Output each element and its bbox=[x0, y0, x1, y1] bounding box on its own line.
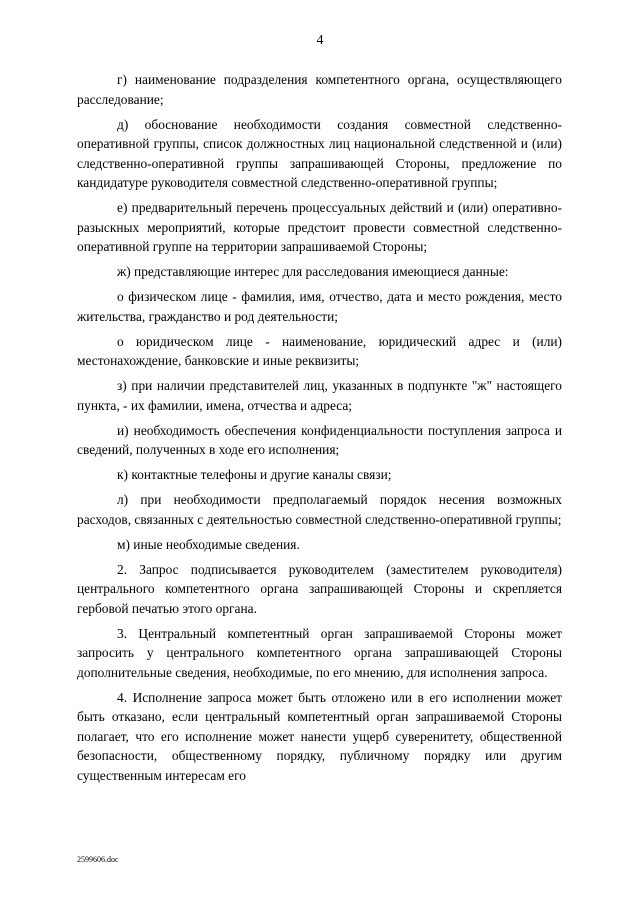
paragraph-item-i: и) необходимость обеспечения конфиденциальности поступления запроса и сведений, полученных в ходе его исполнения; bbox=[77, 422, 562, 457]
paragraph-item-zh: ж) представляющие интерес для расследования имеющиеся данные: bbox=[117, 264, 509, 279]
page-number: 4 bbox=[316, 33, 324, 48]
paragraph-item-e: е) предварительный перечень процессуальных действий и (или) оперативно-разыскных мероприятий, которые предстоит провести совместной следственно-оперативной группе на территории запрашиваемой Стороны; bbox=[77, 200, 562, 254]
document-body bbox=[77, 70, 562, 791]
paragraph-legal-entity: о юридическом лице - наименование, юридический адрес и (или) местонахождение, банковские и иные реквизиты; bbox=[77, 333, 562, 368]
paragraph-clause-2: 2. Запрос подписывается руководителем (заместителем руководителя) центрального компетентного органа запрашивающей Стороны и скрепляется гербовой печатью этого органа. bbox=[77, 561, 562, 616]
paragraph-item-l: л) при необходимости предполагаемый порядок несения возможных расходов, связанных с деятельностью совместной следственно-оперативной группы; bbox=[77, 492, 562, 527]
paragraph-item-g: г) наименование подразделения компетентного органа, осуществляющего расследование; bbox=[77, 72, 562, 107]
paragraph-clause-4: 4. Исполнение запроса может быть отложено или в его исполнении может быть отказано, если центральный компетентный орган запрашиваемой Стороны полагает, что его исполнение может нанести ущерб суверенитету, общественной безопасности, общественному порядку, публичному порядку или другим существенным интересам его bbox=[77, 689, 562, 783]
footer-file-reference: 2599606.doc bbox=[77, 855, 119, 864]
paragraph-item-k: к) контактные телефоны и другие каналы связи; bbox=[117, 467, 392, 482]
paragraph-item-m: м) иные необходимые сведения. bbox=[117, 536, 300, 552]
paragraph-natural-person: о физическом лице - фамилия, имя, отчество, дата и место рождения, место жительства, гражданство и род деятельности; bbox=[77, 289, 562, 324]
paragraph-item-z: з) при наличии представителей лиц, указанных в подпункте "ж" настоящего пункта, - их фамилии, имена, отчества и адреса; bbox=[77, 378, 562, 413]
paragraph-clause-3: 3. Центральный компетентный орган запрашиваемой Стороны может запросить у центрального компетентного органа запрашивающей Стороны дополнительные сведения, необходимые, по его мнению, для исполнения запроса. bbox=[77, 625, 562, 680]
paragraph-item-d: д) обоснование необходимости создания совместной следственно-оперативной группы, список должностных лиц национальной следственной и (или) следственно-оперативной группы запрашивающей Стороны, предложение по кандидатуре руководителя совместной следственно-оперативной группы; bbox=[77, 116, 562, 190]
